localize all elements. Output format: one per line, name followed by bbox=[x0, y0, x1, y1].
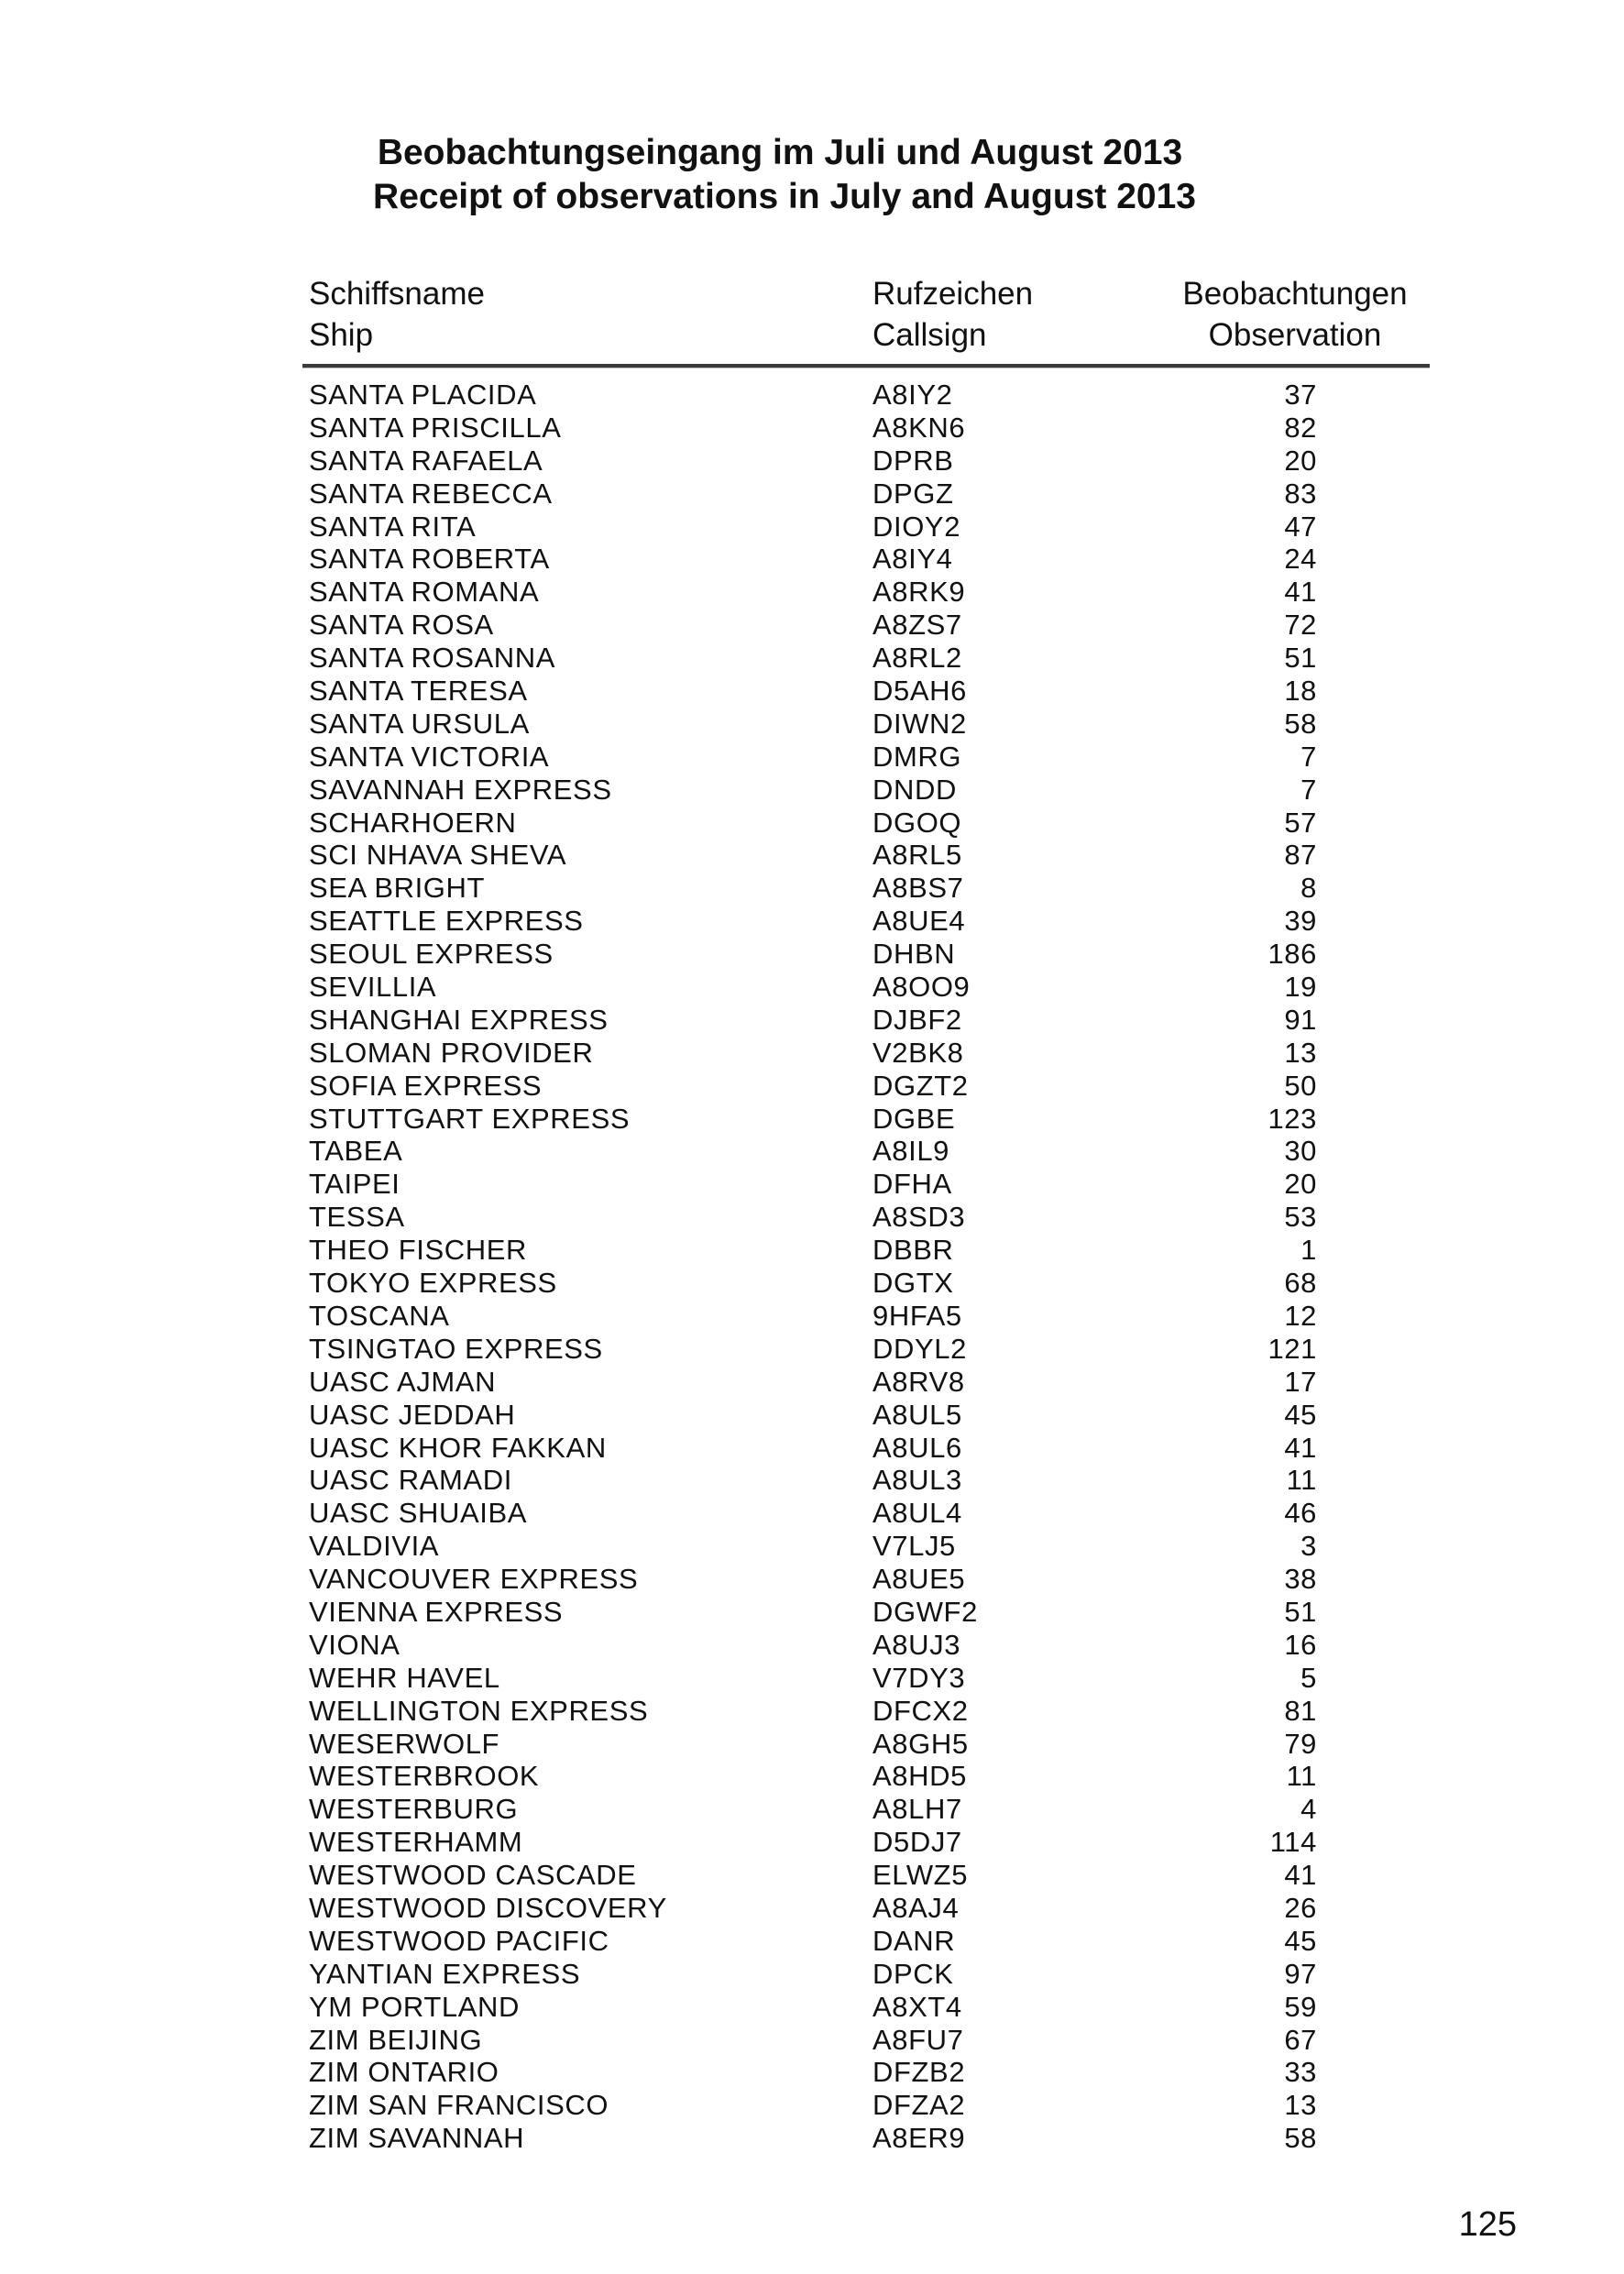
observation-count-cell: 45 bbox=[1284, 1924, 1317, 1957]
header-observations-german: Beobachtungen bbox=[1182, 276, 1408, 312]
callsign-cell: DHBN bbox=[872, 938, 956, 971]
table-row bbox=[309, 905, 1317, 938]
table-row bbox=[309, 1925, 1317, 1958]
observation-count-cell: 19 bbox=[1284, 971, 1317, 1004]
table-row bbox=[309, 1267, 1317, 1300]
observation-count-cell: 26 bbox=[1284, 1891, 1317, 1924]
callsign-cell: A8FU7 bbox=[872, 2023, 964, 2056]
callsign-cell: DGBE bbox=[872, 1102, 956, 1135]
observation-count-cell: 114 bbox=[1269, 1826, 1317, 1859]
ship-name-cell: SAVANNAH EXPRESS bbox=[309, 773, 612, 806]
ship-name-cell: SANTA ROSANNA bbox=[309, 642, 556, 675]
callsign-cell: DJBF2 bbox=[872, 1003, 962, 1036]
callsign-cell: A8UL6 bbox=[872, 1431, 962, 1464]
table-row bbox=[309, 1629, 1317, 1662]
observation-count-cell: 68 bbox=[1284, 1267, 1317, 1300]
callsign-cell: D5AH6 bbox=[872, 675, 967, 708]
callsign-cell: DFZA2 bbox=[872, 2089, 966, 2122]
table-row bbox=[309, 1695, 1317, 1728]
observation-count-cell: 81 bbox=[1284, 1694, 1317, 1727]
table-row bbox=[309, 1168, 1317, 1201]
ship-name-cell: SANTA REBECCA bbox=[309, 477, 553, 510]
table-row bbox=[309, 1037, 1317, 1070]
observation-count-cell: 4 bbox=[1300, 1793, 1317, 1826]
observation-count-cell: 39 bbox=[1284, 905, 1317, 938]
table-row bbox=[309, 2122, 1317, 2155]
ship-name-cell: SANTA TERESA bbox=[309, 675, 528, 708]
observation-count-cell: 41 bbox=[1284, 576, 1317, 609]
observation-count-cell: 82 bbox=[1284, 411, 1317, 444]
observation-count-cell: 91 bbox=[1284, 1003, 1317, 1036]
observation-count-cell: 24 bbox=[1284, 543, 1317, 576]
table-row bbox=[309, 708, 1317, 741]
ship-name-cell: SANTA URSULA bbox=[309, 707, 530, 740]
callsign-cell: A8ZS7 bbox=[872, 609, 962, 642]
ship-name-cell: TOSCANA bbox=[309, 1299, 450, 1332]
callsign-cell: A8UL5 bbox=[872, 1398, 962, 1431]
header-ship-english: Ship bbox=[309, 317, 374, 353]
table-row bbox=[309, 642, 1317, 675]
ship-name-cell: SHANGHAI EXPRESS bbox=[309, 1003, 609, 1036]
ship-name-cell: WESTERHAMM bbox=[309, 1826, 523, 1859]
page-number: 125 bbox=[1458, 2205, 1517, 2244]
ship-name-cell: ZIM BEIJING bbox=[309, 2023, 483, 2056]
table-row bbox=[309, 1728, 1317, 1761]
ship-name-cell: TAIPEI bbox=[309, 1168, 401, 1201]
ship-name-cell: SANTA RAFAELA bbox=[309, 444, 543, 477]
ship-name-cell: WESTWOOD PACIFIC bbox=[309, 1924, 609, 1957]
table-row bbox=[309, 1070, 1317, 1103]
ship-name-cell: VALDIVIA bbox=[309, 1530, 440, 1563]
table-row bbox=[309, 543, 1317, 576]
ship-name-cell: ZIM SAVANNAH bbox=[309, 2122, 525, 2155]
page-title-english: Receipt of observations in July and August 2013 bbox=[373, 177, 1196, 216]
observation-count-cell: 1 bbox=[1300, 1234, 1317, 1267]
ship-name-cell: SANTA ROMANA bbox=[309, 576, 540, 609]
ship-name-cell: UASC KHOR FAKKAN bbox=[309, 1431, 607, 1464]
ship-name-cell: STUTTGART EXPRESS bbox=[309, 1102, 631, 1135]
callsign-cell: DFZB2 bbox=[872, 2056, 966, 2089]
ship-name-cell: UASC RAMADI bbox=[309, 1464, 512, 1497]
observation-count-cell: 53 bbox=[1284, 1201, 1317, 1234]
observation-count-cell: 20 bbox=[1284, 1168, 1317, 1201]
table-row bbox=[309, 1464, 1317, 1497]
callsign-cell: V7DY3 bbox=[872, 1661, 966, 1694]
callsign-cell: A8LH7 bbox=[872, 1793, 962, 1826]
callsign-cell: DNDD bbox=[872, 773, 957, 806]
table-row bbox=[309, 609, 1317, 642]
table-row bbox=[309, 1399, 1317, 1432]
table-row bbox=[309, 2056, 1317, 2089]
observation-count-cell: 41 bbox=[1284, 1859, 1317, 1892]
observation-count-cell: 50 bbox=[1284, 1069, 1317, 1102]
ship-name-cell: ZIM ONTARIO bbox=[309, 2056, 499, 2089]
observation-count-cell: 72 bbox=[1284, 609, 1317, 642]
callsign-cell: D5DJ7 bbox=[872, 1826, 962, 1859]
observation-count-cell: 5 bbox=[1300, 1661, 1317, 1694]
header-ship-german: Schiffsname bbox=[309, 276, 485, 312]
callsign-cell: A8UE4 bbox=[872, 905, 966, 938]
table-row bbox=[309, 412, 1317, 445]
observation-count-cell: 83 bbox=[1284, 477, 1317, 510]
ship-name-cell: SANTA ROSA bbox=[309, 609, 494, 642]
ship-name-cell: SANTA PRISCILLA bbox=[309, 411, 562, 444]
ship-name-cell: THEO FISCHER bbox=[309, 1234, 527, 1267]
observation-count-cell: 46 bbox=[1284, 1497, 1317, 1530]
ship-name-cell: UASC SHUAIBA bbox=[309, 1497, 528, 1530]
callsign-cell: V2BK8 bbox=[872, 1036, 964, 1069]
callsign-cell: A8AJ4 bbox=[872, 1891, 960, 1924]
table-row bbox=[309, 1892, 1317, 1925]
table-row bbox=[309, 872, 1317, 905]
ship-name-cell: WESTERBROOK bbox=[309, 1760, 540, 1793]
observation-count-cell: 57 bbox=[1284, 806, 1317, 839]
ship-name-cell: SANTA VICTORIA bbox=[309, 740, 550, 773]
ship-name-cell: WELLINGTON EXPRESS bbox=[309, 1694, 649, 1727]
observation-count-cell: 13 bbox=[1284, 2089, 1317, 2122]
observation-count-cell: 186 bbox=[1267, 938, 1317, 971]
table-row bbox=[309, 1662, 1317, 1695]
callsign-cell: A8IL9 bbox=[872, 1135, 950, 1168]
ship-name-cell: TSINGTAO EXPRESS bbox=[309, 1332, 603, 1365]
callsign-cell: A8ER9 bbox=[872, 2122, 966, 2155]
observation-count-cell: 30 bbox=[1284, 1135, 1317, 1168]
ship-name-cell: SANTA RITA bbox=[309, 510, 477, 543]
callsign-cell: 9HFA5 bbox=[872, 1299, 962, 1332]
table-row bbox=[309, 379, 1317, 412]
observation-count-cell: 58 bbox=[1284, 707, 1317, 740]
observation-count-cell: 121 bbox=[1267, 1332, 1317, 1365]
table-row bbox=[309, 1135, 1317, 1168]
table-row bbox=[309, 1366, 1317, 1399]
ship-name-cell: SEA BRIGHT bbox=[309, 872, 486, 905]
table-row bbox=[309, 839, 1317, 872]
ship-name-cell: SANTA PLACIDA bbox=[309, 379, 537, 411]
callsign-cell: A8IY2 bbox=[872, 379, 953, 411]
observation-count-cell: 20 bbox=[1284, 444, 1317, 477]
table-row bbox=[309, 1234, 1317, 1267]
table-row bbox=[309, 576, 1317, 609]
table-row bbox=[309, 1201, 1317, 1234]
observation-count-cell: 33 bbox=[1284, 2056, 1317, 2089]
table-row bbox=[309, 1826, 1317, 1859]
table-row bbox=[309, 1596, 1317, 1629]
table-row bbox=[309, 741, 1317, 774]
observation-count-cell: 17 bbox=[1284, 1365, 1317, 1398]
callsign-cell: DGOQ bbox=[872, 806, 962, 839]
observation-count-cell: 45 bbox=[1284, 1398, 1317, 1431]
ship-name-cell: WESTWOOD DISCOVERY bbox=[309, 1891, 667, 1924]
ship-name-cell: WESERWOLF bbox=[309, 1727, 500, 1760]
callsign-cell: DPGZ bbox=[872, 477, 954, 510]
observation-count-cell: 7 bbox=[1300, 740, 1317, 773]
table-row bbox=[309, 1497, 1317, 1530]
table-row bbox=[309, 1333, 1317, 1366]
table-row bbox=[309, 938, 1317, 971]
observation-count-cell: 59 bbox=[1284, 1990, 1317, 2023]
callsign-cell: A8GH5 bbox=[872, 1727, 969, 1760]
callsign-cell: A8UL4 bbox=[872, 1497, 962, 1530]
observation-count-cell: 41 bbox=[1284, 1431, 1317, 1464]
observation-count-cell: 37 bbox=[1284, 379, 1317, 411]
header-callsign-german: Rufzeichen bbox=[872, 276, 1034, 312]
ship-name-cell: VIONA bbox=[309, 1628, 401, 1661]
observation-count-cell: 18 bbox=[1284, 675, 1317, 708]
callsign-cell: A8RV8 bbox=[872, 1365, 965, 1398]
callsign-cell: A8IY4 bbox=[872, 543, 953, 576]
observation-count-cell: 12 bbox=[1284, 1299, 1317, 1332]
observations-table bbox=[309, 379, 1317, 2155]
callsign-cell: A8HD5 bbox=[872, 1760, 967, 1793]
callsign-cell: DANR bbox=[872, 1924, 956, 1957]
callsign-cell: A8RL5 bbox=[872, 839, 962, 872]
observation-count-cell: 51 bbox=[1284, 642, 1317, 675]
observation-count-cell: 3 bbox=[1300, 1530, 1317, 1563]
callsign-cell: DFHA bbox=[872, 1168, 952, 1201]
ship-name-cell: VANCOUVER EXPRESS bbox=[309, 1563, 639, 1596]
table-row bbox=[309, 1793, 1317, 1826]
observation-count-cell: 38 bbox=[1284, 1563, 1317, 1596]
callsign-cell: A8RL2 bbox=[872, 642, 962, 675]
observation-count-cell: 58 bbox=[1284, 2122, 1317, 2155]
ship-name-cell: YM PORTLAND bbox=[309, 1990, 520, 2023]
callsign-cell: DGTX bbox=[872, 1267, 954, 1300]
ship-name-cell: UASC AJMAN bbox=[309, 1365, 497, 1398]
callsign-cell: A8UE5 bbox=[872, 1563, 966, 1596]
table-row bbox=[309, 1004, 1317, 1037]
callsign-cell: DDYL2 bbox=[872, 1332, 967, 1365]
observation-count-cell: 87 bbox=[1284, 839, 1317, 872]
callsign-cell: A8UJ3 bbox=[872, 1628, 961, 1661]
observation-count-cell: 123 bbox=[1267, 1102, 1317, 1135]
callsign-cell: A8BS7 bbox=[872, 872, 964, 905]
table-row bbox=[309, 1103, 1317, 1136]
table-row bbox=[309, 774, 1317, 807]
ship-name-cell: SEVILLIA bbox=[309, 971, 437, 1004]
table-row bbox=[309, 511, 1317, 544]
page-title-german: Beobachtungseingang im Juli und August 2013 bbox=[377, 133, 1183, 172]
observation-count-cell: 16 bbox=[1284, 1628, 1317, 1661]
observation-count-cell: 97 bbox=[1284, 1957, 1317, 1990]
callsign-cell: A8RK9 bbox=[872, 576, 966, 609]
callsign-cell: A8UL3 bbox=[872, 1464, 962, 1497]
callsign-cell: A8XT4 bbox=[872, 1990, 962, 2023]
ship-name-cell: TESSA bbox=[309, 1201, 405, 1234]
ship-name-cell: SCI NHAVA SHEVA bbox=[309, 839, 567, 872]
ship-name-cell: WESTWOOD CASCADE bbox=[309, 1859, 637, 1892]
ship-name-cell: UASC JEDDAH bbox=[309, 1398, 516, 1431]
observation-count-cell: 11 bbox=[1286, 1464, 1317, 1497]
observation-count-cell: 13 bbox=[1284, 1036, 1317, 1069]
observation-count-cell: 67 bbox=[1284, 2023, 1317, 2056]
callsign-cell: DBBR bbox=[872, 1234, 954, 1267]
table-row bbox=[309, 1300, 1317, 1333]
callsign-cell: DPRB bbox=[872, 444, 954, 477]
ship-name-cell: SEOUL EXPRESS bbox=[309, 938, 554, 971]
ship-name-cell: YANTIAN EXPRESS bbox=[309, 1957, 581, 1990]
ship-name-cell: VIENNA EXPRESS bbox=[309, 1595, 564, 1628]
callsign-cell: A8SD3 bbox=[872, 1201, 966, 1234]
callsign-cell: DGZT2 bbox=[872, 1069, 969, 1102]
table-row bbox=[309, 1991, 1317, 2024]
table-row bbox=[309, 1530, 1317, 1563]
table-row bbox=[309, 675, 1317, 708]
callsign-cell: V7LJ5 bbox=[872, 1530, 956, 1563]
ship-name-cell: SLOMAN PROVIDER bbox=[309, 1036, 594, 1069]
ship-name-cell: SANTA ROBERTA bbox=[309, 543, 550, 576]
table-row bbox=[309, 1760, 1317, 1793]
ship-name-cell: WEHR HAVEL bbox=[309, 1661, 500, 1694]
ship-name-cell: SOFIA EXPRESS bbox=[309, 1069, 543, 1102]
observation-count-cell: 8 bbox=[1300, 872, 1317, 905]
callsign-cell: DIWN2 bbox=[872, 707, 967, 740]
table-row bbox=[309, 1563, 1317, 1596]
ship-name-cell: TABEA bbox=[309, 1135, 403, 1168]
ship-name-cell: SEATTLE EXPRESS bbox=[309, 905, 584, 938]
callsign-cell: DPCK bbox=[872, 1957, 954, 1990]
table-row bbox=[309, 2089, 1317, 2122]
callsign-cell: DFCX2 bbox=[872, 1694, 969, 1727]
header-divider bbox=[302, 364, 1430, 368]
table-row bbox=[309, 445, 1317, 478]
table-row bbox=[309, 807, 1317, 840]
ship-name-cell: SCHARHOERN bbox=[309, 806, 517, 839]
ship-name-cell: WESTERBURG bbox=[309, 1793, 519, 1826]
ship-name-cell: ZIM SAN FRANCISCO bbox=[309, 2089, 609, 2122]
table-row bbox=[309, 1859, 1317, 1892]
callsign-cell: DGWF2 bbox=[872, 1595, 978, 1628]
table-row bbox=[309, 1958, 1317, 1991]
observation-count-cell: 51 bbox=[1284, 1595, 1317, 1628]
observation-count-cell: 11 bbox=[1286, 1760, 1317, 1793]
ship-name-cell: TOKYO EXPRESS bbox=[309, 1267, 557, 1300]
header-callsign-english: Callsign bbox=[872, 317, 987, 353]
header-observations-english: Observation bbox=[1208, 317, 1382, 353]
observation-count-cell: 7 bbox=[1300, 773, 1317, 806]
observation-count-cell: 79 bbox=[1284, 1727, 1317, 1760]
callsign-cell: DMRG bbox=[872, 740, 962, 773]
table-row bbox=[309, 971, 1317, 1004]
table-row bbox=[309, 1432, 1317, 1465]
callsign-cell: ELWZ5 bbox=[872, 1859, 969, 1892]
callsign-cell: DIOY2 bbox=[872, 510, 961, 543]
table-row bbox=[309, 2024, 1317, 2057]
table-row bbox=[309, 478, 1317, 511]
observation-count-cell: 47 bbox=[1284, 510, 1317, 543]
callsign-cell: A8OO9 bbox=[872, 971, 971, 1004]
callsign-cell: A8KN6 bbox=[872, 411, 966, 444]
